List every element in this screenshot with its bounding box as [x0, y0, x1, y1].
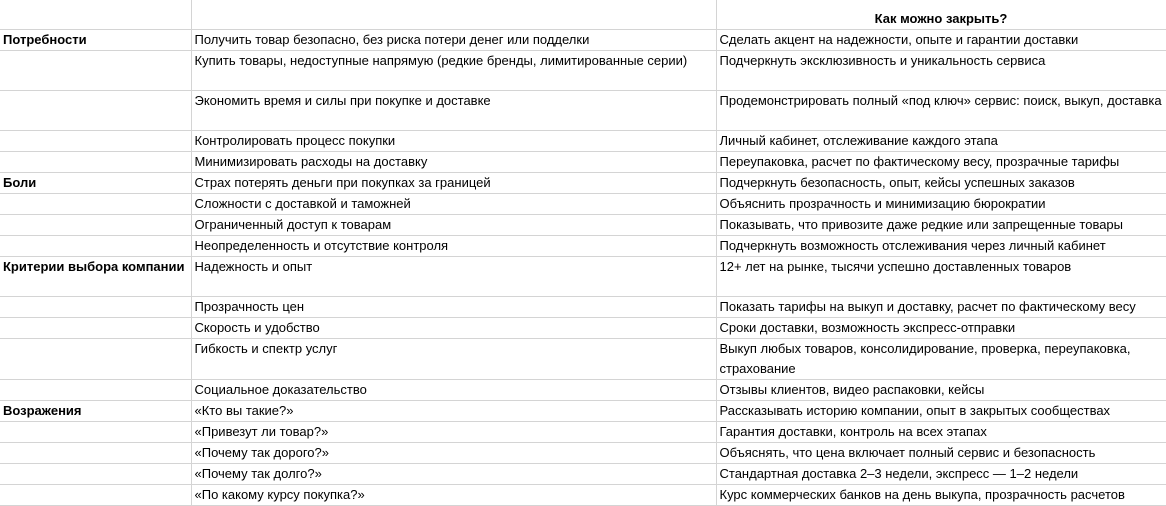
answer-cell[interactable]: Стандартная доставка 2–3 недели, экспресс — 1–2 недели [716, 464, 1166, 485]
category-cell[interactable] [0, 152, 191, 173]
table-row [0, 131, 1166, 152]
answer-cell[interactable]: Подчеркнуть безопасность, опыт, кейсы успешных заказов [716, 173, 1166, 194]
table-row [0, 194, 1166, 215]
item-cell[interactable]: Сложности с доставкой и таможней [191, 194, 716, 215]
answer-cell[interactable]: Курс коммерческих банков на день выкупа, прозрачность расчетов [716, 485, 1166, 506]
item-cell[interactable]: Прозрачность цен [191, 297, 716, 318]
column-c-title[interactable]: Как можно закрыть? [716, 0, 1166, 30]
category-cell[interactable] [0, 380, 191, 401]
table-row [0, 215, 1166, 236]
header-row [0, 0, 1166, 30]
category-cell[interactable]: Критерии выбора компании [0, 257, 191, 297]
table-row [0, 464, 1166, 485]
answer-cell[interactable]: Рассказывать историю компании, опыт в закрытых сообществах [716, 401, 1166, 422]
item-cell[interactable]: «Кто вы такие?» [191, 401, 716, 422]
item-cell[interactable]: Купить товары, недоступные напрямую (редкие бренды, лимитированные серии) [191, 51, 716, 91]
table-row [0, 297, 1166, 318]
table-row [0, 173, 1166, 194]
answer-cell[interactable]: Подчеркнуть возможность отслеживания через личный кабинет [716, 236, 1166, 257]
category-cell[interactable] [0, 194, 191, 215]
item-cell[interactable]: Экономить время и силы при покупке и доставке [191, 91, 716, 131]
item-cell[interactable]: Скорость и удобство [191, 318, 716, 339]
category-cell[interactable] [0, 297, 191, 318]
answer-cell[interactable]: Показать тарифы на выкуп и доставку, расчет по фактическому весу [716, 297, 1166, 318]
category-cell[interactable]: Боли [0, 173, 191, 194]
table-row [0, 257, 1166, 297]
item-cell[interactable]: «Почему так долго?» [191, 464, 716, 485]
category-cell[interactable] [0, 318, 191, 339]
table-row [0, 401, 1166, 422]
category-cell[interactable] [0, 51, 191, 91]
answer-cell[interactable]: Гарантия доставки, контроль на всех этапах [716, 422, 1166, 443]
item-cell[interactable]: Страх потерять деньги при покупках за границей [191, 173, 716, 194]
item-cell[interactable]: Неопределенность и отсутствие контроля [191, 236, 716, 257]
answer-cell[interactable]: 12+ лет на рынке, тысячи успешно доставленных товаров [716, 257, 1166, 297]
table-row [0, 422, 1166, 443]
category-cell[interactable] [0, 464, 191, 485]
item-cell[interactable]: Минимизировать расходы на доставку [191, 152, 716, 173]
category-cell[interactable] [0, 131, 191, 152]
category-cell[interactable]: Возражения [0, 401, 191, 422]
category-cell[interactable] [0, 485, 191, 506]
category-cell[interactable]: Потребности [0, 30, 191, 51]
table-row [0, 51, 1166, 91]
table-row [0, 380, 1166, 401]
category-cell[interactable] [0, 236, 191, 257]
answer-cell[interactable]: Подчеркнуть эксклюзивность и уникальность сервиса [716, 51, 1166, 91]
category-cell[interactable] [0, 339, 191, 380]
item-cell[interactable]: Получить товар безопасно, без риска потери денег или подделки [191, 30, 716, 51]
answer-cell[interactable]: Личный кабинет, отслеживание каждого этапа [716, 131, 1166, 152]
answer-cell[interactable]: Объяснить прозрачность и минимизацию бюрократии [716, 194, 1166, 215]
table-row [0, 30, 1166, 51]
category-cell[interactable] [0, 215, 191, 236]
item-cell[interactable]: Социальное доказательство [191, 380, 716, 401]
table-row [0, 318, 1166, 339]
table-row [0, 443, 1166, 464]
item-cell[interactable]: Гибкость и спектр услуг [191, 339, 716, 380]
item-cell[interactable]: «Привезут ли товар?» [191, 422, 716, 443]
table-row [0, 236, 1166, 257]
table-row [0, 91, 1166, 131]
answer-cell[interactable]: Продемонстрировать полный «под ключ» сервис: поиск, выкуп, доставка [716, 91, 1166, 131]
item-cell[interactable]: Контролировать процесс покупки [191, 131, 716, 152]
answer-cell[interactable]: Отзывы клиентов, видео распаковки, кейсы [716, 380, 1166, 401]
table-row [0, 485, 1166, 506]
answer-cell[interactable]: Сделать акцент на надежности, опыте и гарантии доставки [716, 30, 1166, 51]
category-cell[interactable] [0, 443, 191, 464]
category-cell[interactable] [0, 422, 191, 443]
answer-cell[interactable]: Выкуп любых товаров, консолидирование, проверка, переупаковка, страхование [716, 339, 1166, 380]
answer-cell[interactable]: Сроки доставки, возможность экспресс-отправки [716, 318, 1166, 339]
item-cell[interactable]: Надежность и опыт [191, 257, 716, 297]
item-cell[interactable]: «Почему так дорого?» [191, 443, 716, 464]
cell-b-header[interactable] [191, 0, 716, 30]
cell-a-header[interactable] [0, 0, 191, 30]
category-cell[interactable] [0, 91, 191, 131]
answer-cell[interactable]: Переупаковка, расчет по фактическому весу, прозрачные тарифы [716, 152, 1166, 173]
item-cell[interactable]: Ограниченный доступ к товарам [191, 215, 716, 236]
table-row [0, 339, 1166, 380]
answer-cell[interactable]: Показывать, что привозите даже редкие или запрещенные товары [716, 215, 1166, 236]
item-cell[interactable]: «По какому курсу покупка?» [191, 485, 716, 506]
table-row [0, 152, 1166, 173]
answer-cell[interactable]: Объяснять, что цена включает полный сервис и безопасность [716, 443, 1166, 464]
